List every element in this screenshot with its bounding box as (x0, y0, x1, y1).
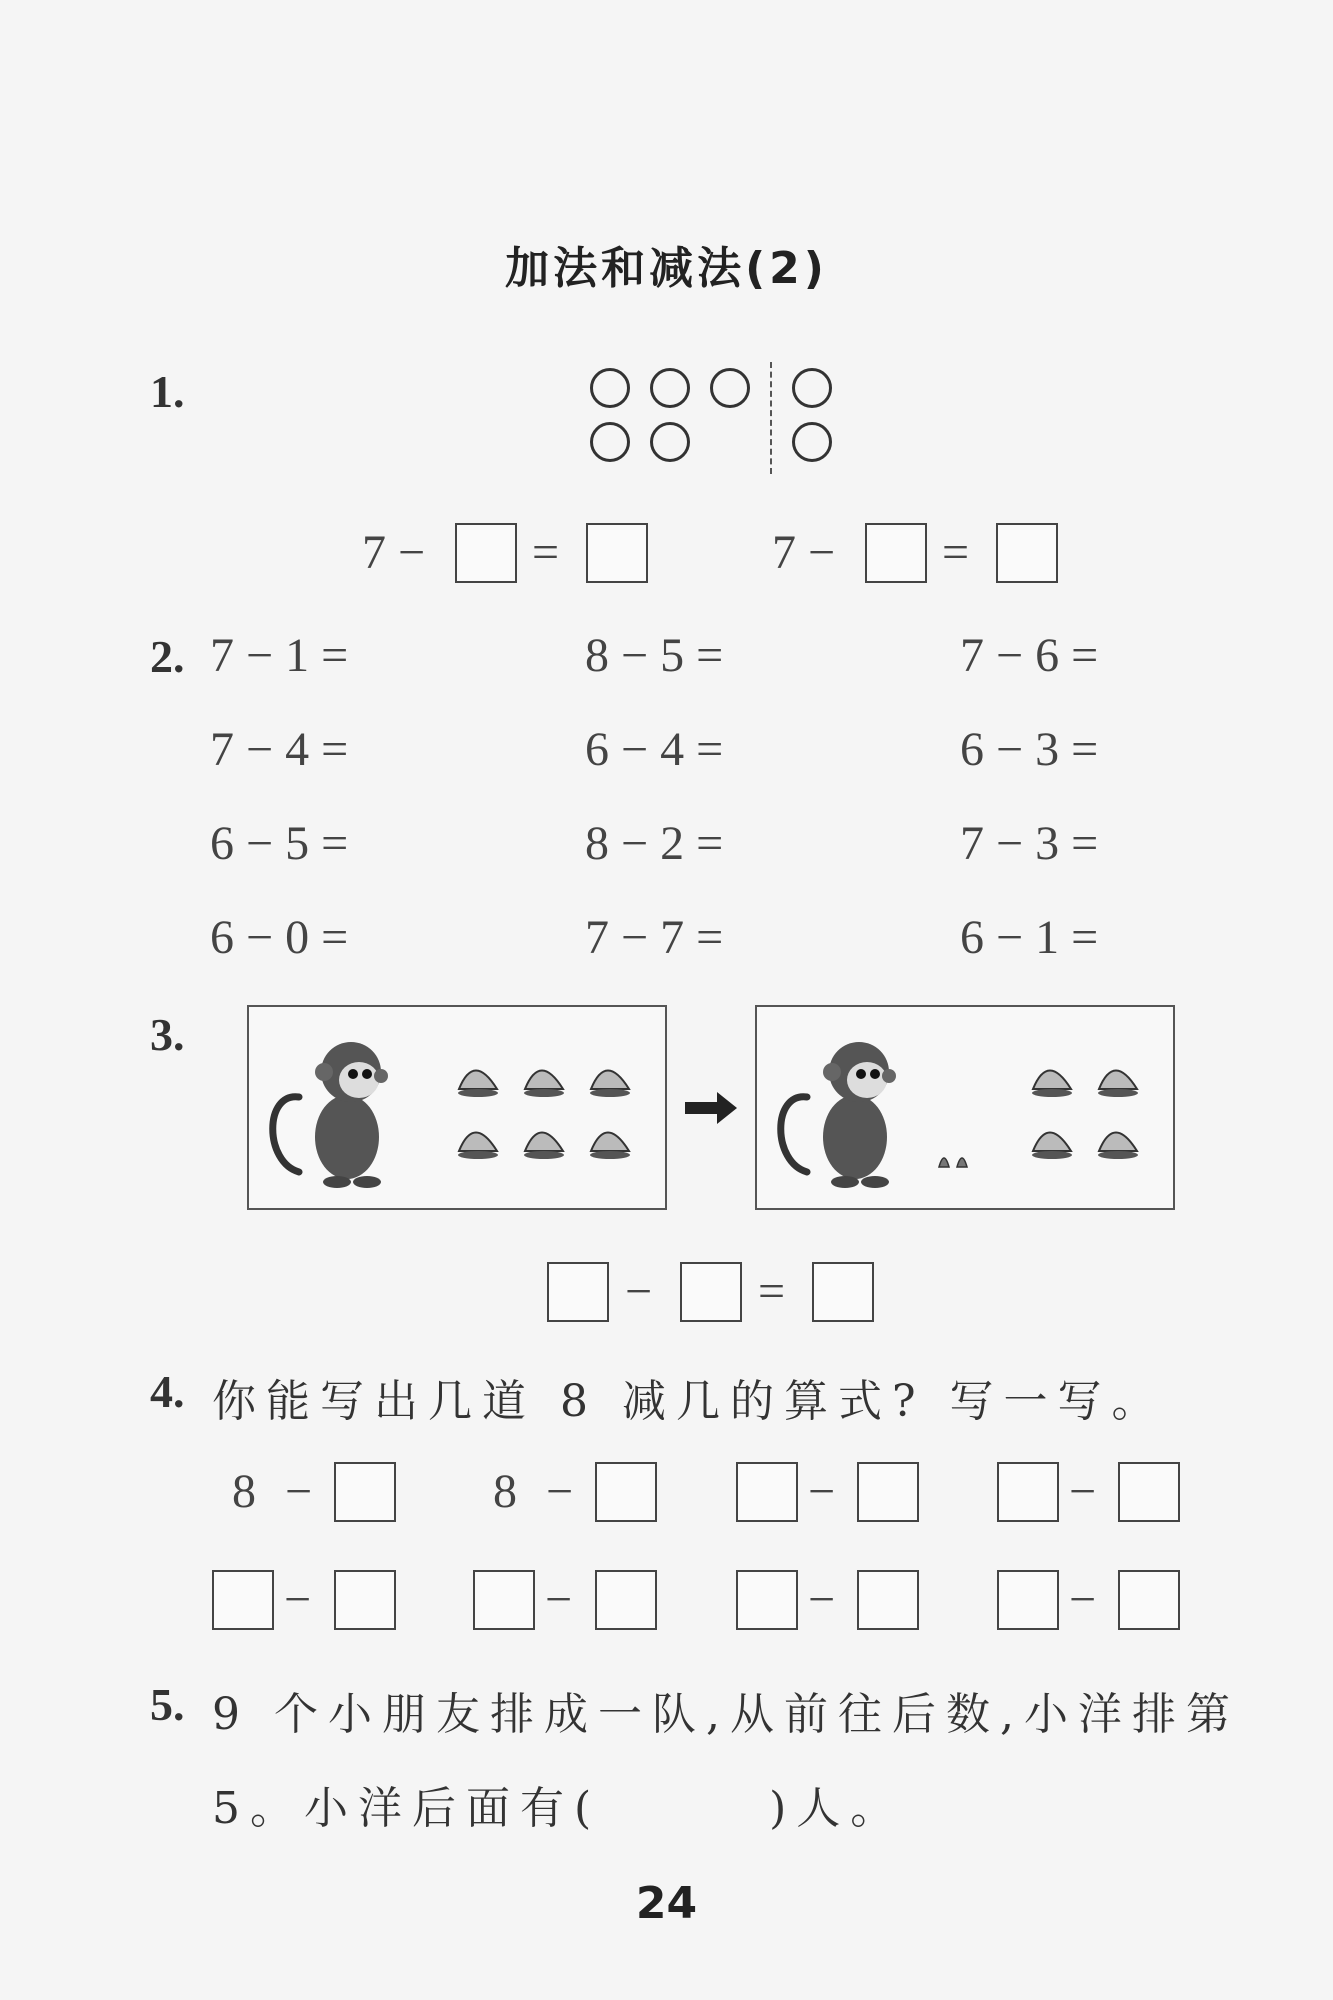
answer-box[interactable] (473, 1570, 535, 1630)
answer-box[interactable] (865, 523, 927, 583)
answer-box[interactable] (586, 523, 648, 583)
answer-box[interactable] (1118, 1462, 1180, 1522)
peach-icon (449, 1047, 649, 1177)
peach-icon (1025, 1047, 1165, 1177)
question-4-prompt: 你能写出几道 8 减几的算式? 写一写。 (212, 1376, 1166, 1427)
minus-sign: − (1069, 1573, 1097, 1626)
minus-sign: − (808, 1573, 836, 1626)
equation: 6 − 3 = (960, 723, 1099, 776)
circle (590, 422, 630, 462)
circle (590, 368, 630, 408)
number-eight: 8 (493, 1465, 517, 1518)
answer-box[interactable] (997, 1462, 1059, 1522)
equation: 6 − 1 = (960, 911, 1099, 964)
number-eight: 8 (232, 1465, 256, 1518)
minus-sign: − (284, 1573, 312, 1626)
circle (792, 368, 832, 408)
equation: 7 − 3 = (960, 817, 1099, 870)
equals-sign: = (532, 526, 560, 579)
answer-box[interactable] (595, 1570, 657, 1630)
equals-sign: = (942, 526, 970, 579)
answer-box[interactable] (334, 1570, 396, 1630)
page-number: 24 (635, 1878, 698, 1929)
minus-sign: − (545, 1573, 573, 1626)
q1-eq-left-start: 7 − (362, 526, 426, 579)
picture-after (755, 1005, 1175, 1210)
page-title: 加法和减法(2) (505, 243, 828, 294)
minus-sign: − (546, 1465, 574, 1518)
circle (650, 368, 690, 408)
answer-box[interactable] (455, 523, 517, 583)
minus-sign: − (285, 1465, 313, 1518)
minus-sign: − (625, 1265, 653, 1318)
minus-sign: − (1069, 1465, 1097, 1518)
answer-box[interactable] (736, 1462, 798, 1522)
equation: 8 − 5 = (585, 629, 724, 682)
equation: 7 − 1 = (210, 629, 349, 682)
circle (710, 368, 750, 408)
answer-box[interactable] (857, 1570, 919, 1630)
answer-box[interactable] (334, 1462, 396, 1522)
equation: 6 − 4 = (585, 723, 724, 776)
answer-box[interactable] (857, 1462, 919, 1522)
question-5-number: 5. (150, 1679, 185, 1730)
answer-box[interactable] (997, 1570, 1059, 1630)
equation: 7 − 4 = (210, 723, 349, 776)
question-3-number: 3. (150, 1009, 185, 1060)
equation: 7 − 7 = (585, 911, 724, 964)
arrow-right-icon (683, 1090, 739, 1126)
answer-box[interactable] (547, 1262, 609, 1322)
answer-box[interactable] (680, 1262, 742, 1322)
answer-box[interactable] (1118, 1570, 1180, 1630)
answer-box[interactable] (595, 1462, 657, 1522)
question-5-line-2[interactable]: 5。小洋后面有( )人。 (212, 1783, 905, 1834)
picture-before (247, 1005, 667, 1210)
equals-sign: = (758, 1265, 786, 1318)
answer-box[interactable] (996, 523, 1058, 583)
q1-eq-right-start: 7 − (772, 526, 836, 579)
question-2-number: 2. (150, 631, 185, 682)
equation: 7 − 6 = (960, 629, 1099, 682)
question-5-line-1: 9 个小朋友排成一队,从前往后数,小洋排第 (212, 1689, 1240, 1740)
circle (650, 422, 690, 462)
question-4-number: 4. (150, 1366, 185, 1417)
answer-box[interactable] (212, 1570, 274, 1630)
equation: 8 − 2 = (585, 817, 724, 870)
circle (792, 422, 832, 462)
answer-box[interactable] (812, 1262, 874, 1322)
equation: 6 − 0 = (210, 911, 349, 964)
question-1-number: 1. (150, 366, 185, 417)
answer-box[interactable] (736, 1570, 798, 1630)
minus-sign: − (808, 1465, 836, 1518)
dashed-divider (770, 362, 772, 474)
equation: 6 − 5 = (210, 817, 349, 870)
